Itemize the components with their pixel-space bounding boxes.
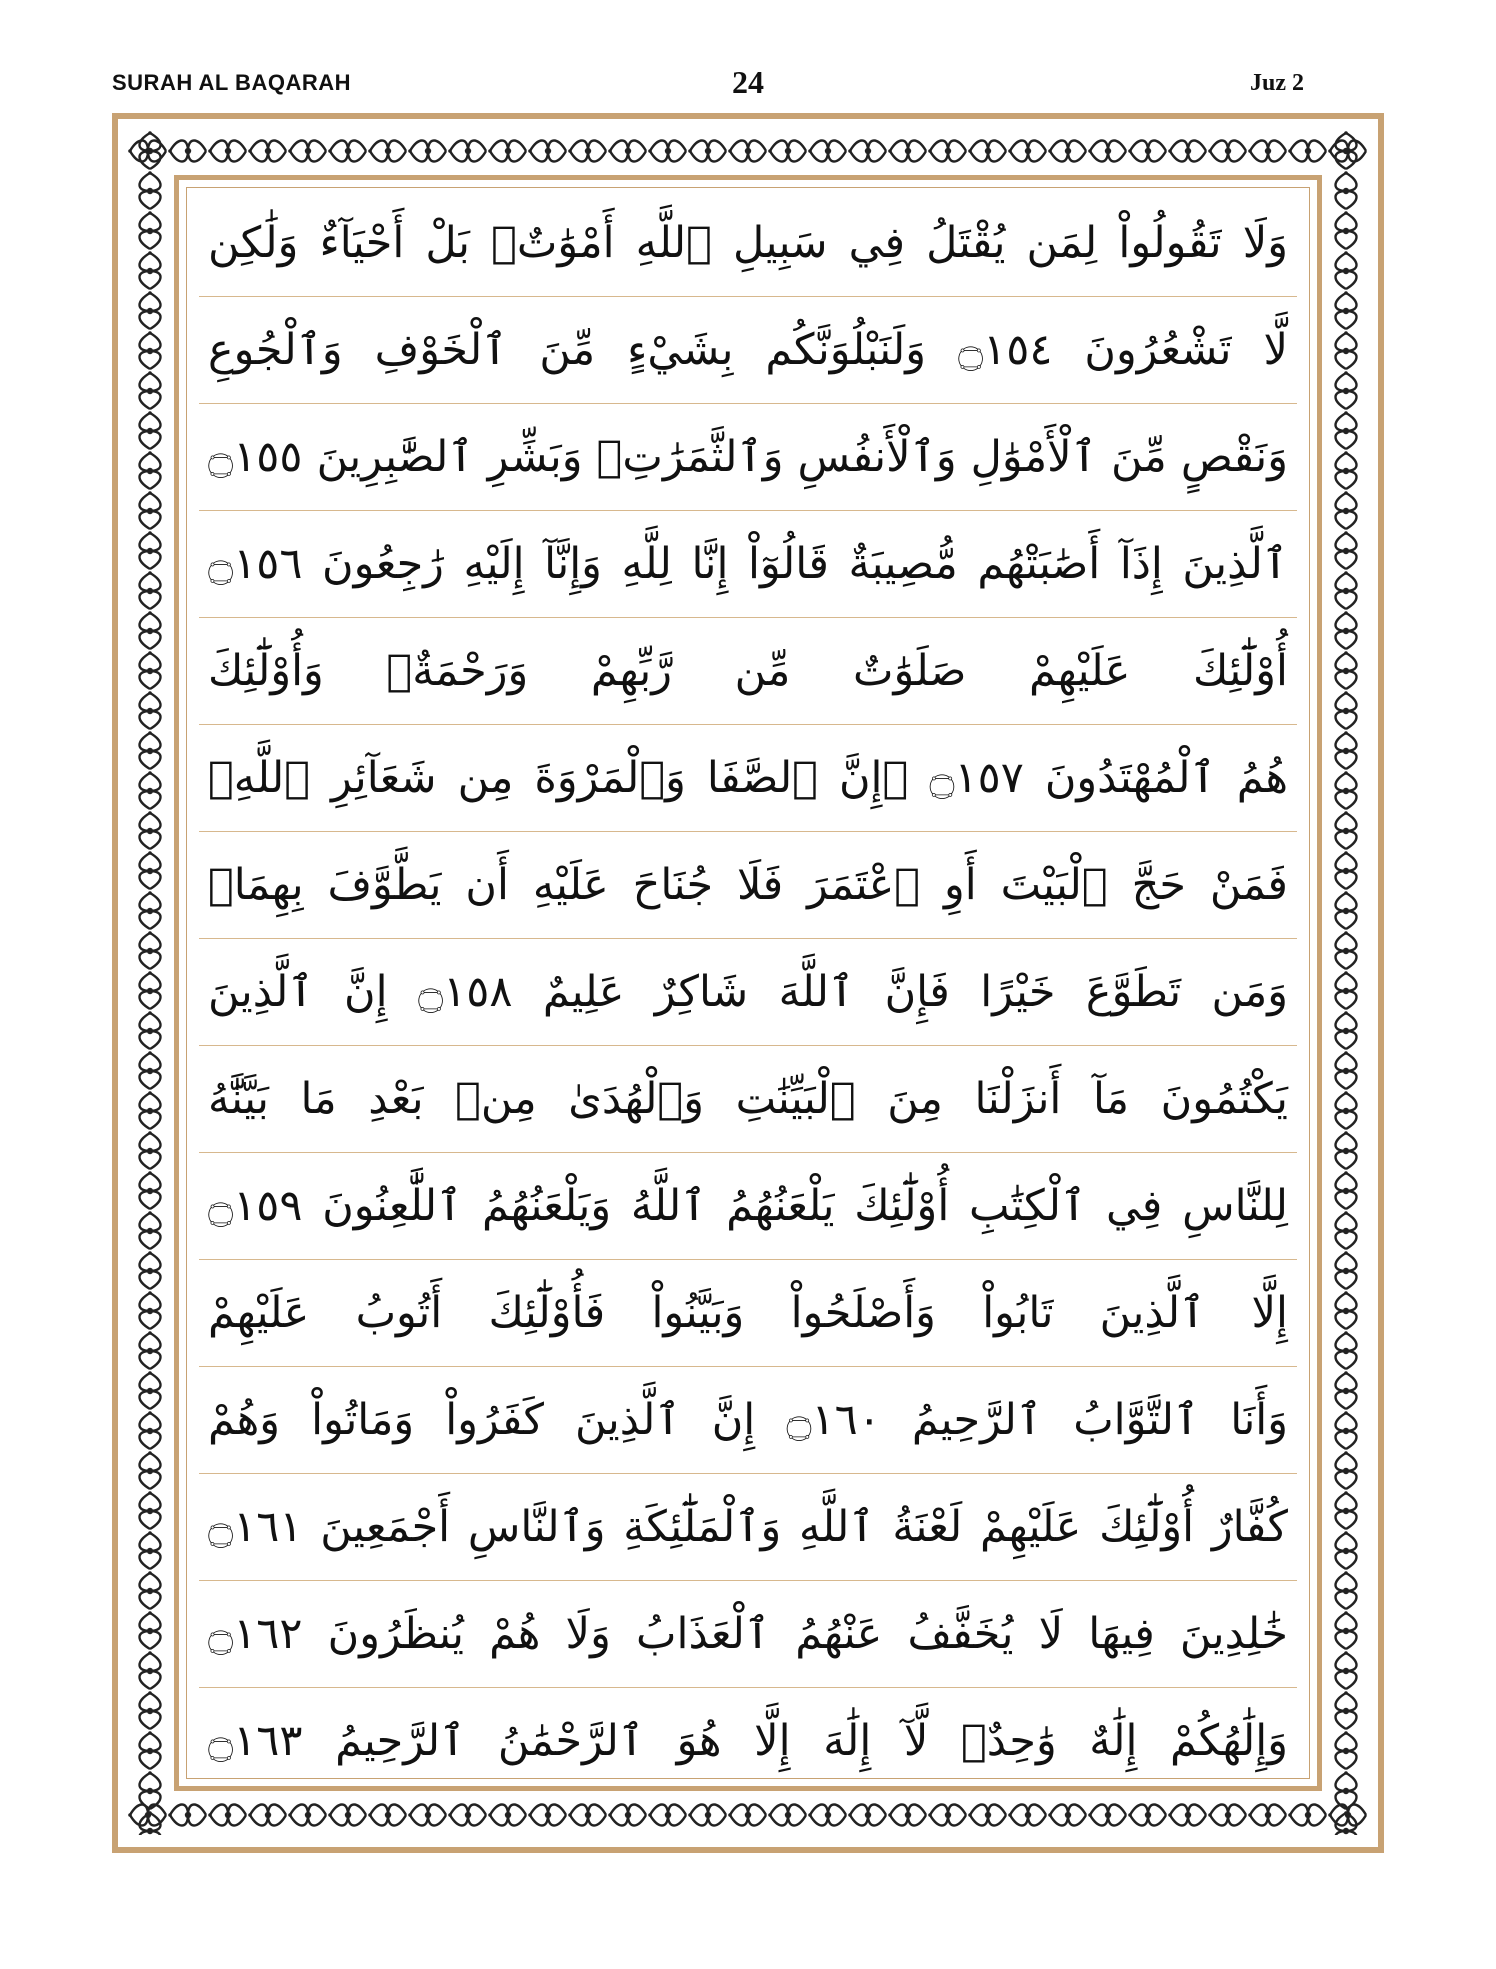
line-text: يَكْتُمُونَ مَآ أَنزَلْنَا مِنَ ٱلْبَيِّنَٰتِ وَٱلْهُدَىٰ مِنۢ بَعْدِ مَا بَيَّنَّٰهُ [208,1073,1288,1124]
text-line [199,1046,1297,1153]
text-line [199,297,1297,404]
text-line [199,1581,1297,1688]
page-header [0,0,1496,110]
text-line [199,190,1297,297]
line-text: وَأَنَا ٱلتَّوَّابُ ٱلرَّحِيمُ ۝١٦٠ إِنَّ ٱلَّذِينَ كَفَرُواْ وَمَاتُواْ وَهُمْ [208,1394,1288,1445]
top-border-ornament [128,131,1368,171]
line-text: وَلَا تَقُولُواْ لِمَن يُقْتَلُ فِي سَبِيلِ ٱللَّهِ أَمْوَٰتٌۢ بَلْ أَحْيَآءٌ وَلَٰكِن [208,217,1288,268]
line-text: فَمَنْ حَجَّ ٱلْبَيْتَ أَوِ ٱعْتَمَرَ فَلَا جُنَاحَ عَلَيْهِ أَن يَطَّوَّفَ بِهِمَاۚ [208,859,1288,910]
text-line [199,939,1297,1046]
bottom-border-ornament [128,1795,1368,1835]
text-line [199,1260,1297,1367]
text-line [199,1688,1297,1795]
line-text: إِلَّا ٱلَّذِينَ تَابُواْ وَأَصْلَحُواْ وَبَيَّنُواْ فَأُوْلَٰٓئِكَ أَتُوبُ عَلَيْهِمْ [208,1287,1288,1338]
line-text: وَنَقْصٍ مِّنَ ٱلْأَمْوَٰلِ وَٱلْأَنفُسِ وَٱلثَّمَرَٰتِۗ وَبَشِّرِ ٱلصَّٰبِرِينَ ۝١٥٥ [208,431,1288,482]
surah-name: SURAH AL BAQARAH [112,70,351,95]
text-line [199,618,1297,725]
line-text: كُفَّارٌ أُوْلَٰٓئِكَ عَلَيْهِمْ لَعْنَةُ ٱللَّهِ وَٱلْمَلَٰٓئِكَةِ وَٱلنَّاسِ أَجْمَعِينَ ۝١٦١ [208,1501,1288,1552]
text-frame [174,175,1322,1791]
right-border-ornament [1326,131,1366,1835]
text-line [199,832,1297,939]
text-line [199,511,1297,618]
line-text: هُمُ ٱلْمُهْتَدُونَ ۝١٥٧ ۞إِنَّ ٱلصَّفَا وَٱلْمَرْوَةَ مِن شَعَآئِرِ ٱللَّهِۖ [208,752,1288,803]
line-text: وَإِلَٰهُكُمْ إِلَٰهٌ وَٰحِدٌۖ لَّآ إِلَٰهَ إِلَّا هُوَ ٱلرَّحْمَٰنُ ٱلرَّحِيمُ ۝١٦٣ [208,1716,1288,1766]
line-text: ٱلَّذِينَ إِذَآ أَصَٰبَتْهُم مُّصِيبَةٌ قَالُوٓاْ إِنَّا لِلَّهِ وَإِنَّآ إِلَيْهِ رَٰجِعُونَ ۝١٥٦ [208,538,1288,589]
line-text: وَمَن تَطَوَّعَ خَيْرًا فَإِنَّ ٱللَّهَ شَاكِرٌ عَلِيمٌ ۝١٥٨ إِنَّ ٱلَّذِينَ [208,966,1288,1017]
line-text: لَّا تَشْعُرُونَ ۝١٥٤ وَلَنَبْلُوَنَّكُم بِشَيْءٍ مِّنَ ٱلْخَوْفِ وَٱلْجُوعِ [208,324,1288,375]
ornamental-frame [112,113,1384,1853]
text-line [199,1474,1297,1581]
text-line [199,404,1297,511]
text-line [199,1367,1297,1474]
juz-label: Juz 2 [1250,70,1304,96]
page-number: 24 [732,64,764,100]
text-line [199,725,1297,832]
line-text: لِلنَّاسِ فِي ٱلْكِتَٰبِ أُوْلَٰٓئِكَ يَلْعَنُهُمُ ٱللَّهُ وَيَلْعَنُهُمُ ٱللَّٰعِنُونَ ۝١٥٩ [208,1180,1288,1231]
verse-lines [199,190,1297,1795]
text-line [199,1153,1297,1260]
left-border-ornament [130,131,170,1835]
line-text: أُوْلَٰٓئِكَ عَلَيْهِمْ صَلَوَٰتٌ مِّن رَّبِّهِمْ وَرَحْمَةٌۖ وَأُوْلَٰٓئِكَ [208,645,1288,696]
line-text: خَٰلِدِينَ فِيهَا لَا يُخَفَّفُ عَنْهُمُ ٱلْعَذَابُ وَلَا هُمْ يُنظَرُونَ ۝١٦٢ [208,1608,1288,1659]
